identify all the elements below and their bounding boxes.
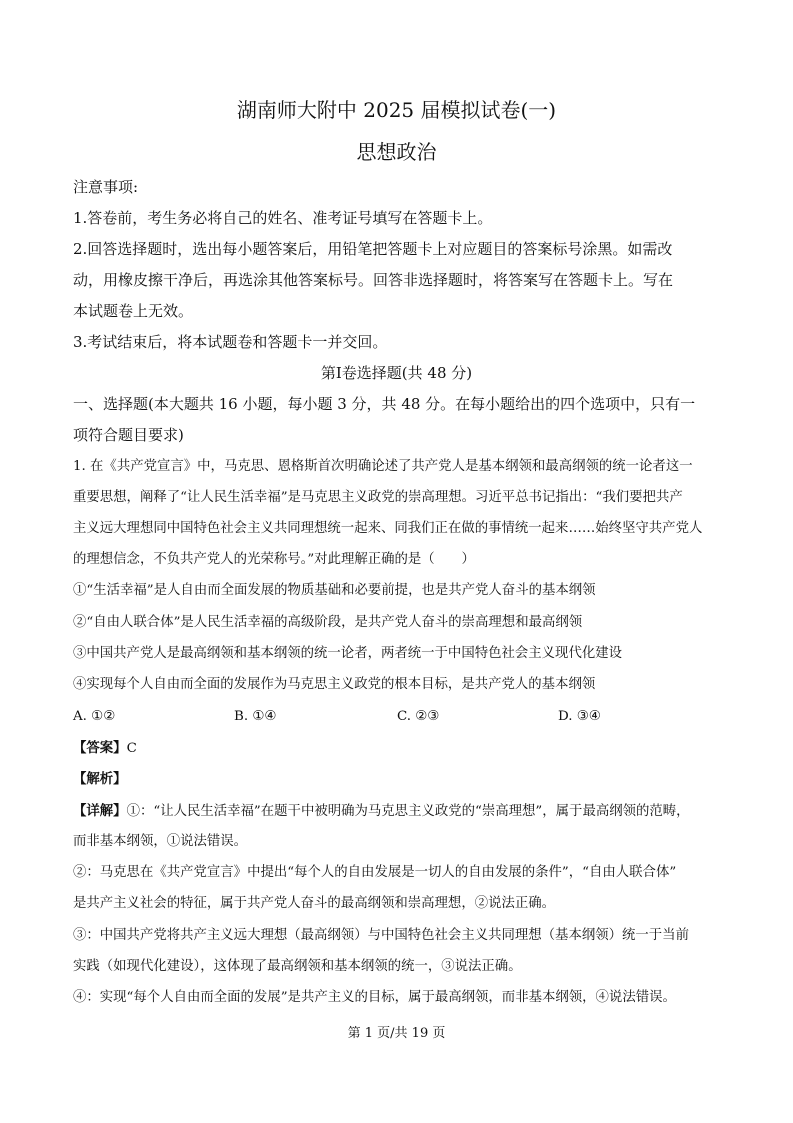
- notice-line-5: 3.考试结束后，将本试题卷和答题卡一并交回。: [73, 333, 388, 351]
- detail-line-3: ②：马克思在《共产党宣言》中提出“每个人的自由发展是一切人的自由发展的条件”，“自由人联合体”: [73, 865, 677, 880]
- part1-heading: 第Ⅰ卷选择题(共 48 分): [320, 364, 473, 382]
- analysis-label: 【解析】: [73, 771, 127, 787]
- notice-line-2: 2.回答选择题时，选出每小题答案后，用铅笔把答题卡上对应题目的答案标号涂黑。如需改: [73, 240, 673, 258]
- detail-line-7: ④：实现“每个人自由而全面的发展”是共产主义的目标，属于最高纲领，而非基本纲领，④说法错误。: [73, 990, 676, 1005]
- notice-heading: 注意事项:: [73, 178, 139, 196]
- notice-line-3: 动，用橡皮擦干净后，再选涂其他答案标号。回答非选择题时，将答案写在答题卡上。写在: [73, 271, 674, 289]
- notice-line-1: 1.答卷前，考生务必将自己的姓名、准考证号填写在答题卡上。: [73, 209, 493, 227]
- detail-line-5: ③：中国共产党将共产主义远大理想（最高纲领）与中国特色社会主义共同理想（基本纲领）统一于当前: [73, 928, 689, 943]
- detail-line-4: 是共产主义社会的特征，属于共产党人奋斗的最高纲领和崇高理想，②说法正确。: [73, 896, 556, 911]
- detail-text-1: ①：“让人民生活幸福”在题干中被明确为马克思主义政党的“崇高理想”，属于最高纲领的范畴，: [126, 804, 690, 819]
- question-stem-line-1: 1. 在《共产党宣言》中，马克思、恩格斯首次明确论述了共产党人是基本纲领和最高纲领的统一论者这一: [73, 459, 693, 474]
- detail-line-2: 而非基本纲领，①说法错误。: [73, 834, 248, 849]
- option-b: B. ①④: [234, 709, 277, 724]
- question-stem-line-2: 重要思想，阐释了“让人民生活幸福”是马克思主义政党的崇高理想。习近平总书记指出：“我们要把共产: [73, 490, 683, 505]
- statement-4: ④实现每个人自由而全面的发展作为马克思主义政党的根本目标，是共产党人的基本纲领: [73, 677, 596, 692]
- option-d: D. ③④: [558, 709, 601, 724]
- page-number: 第 1 页/共 19 页: [347, 1026, 446, 1041]
- detail-line-6: 实践（如现代化建设），这体现了最高纲领和基本纲领的统一，③说法正确。: [73, 959, 522, 974]
- notice-line-4: 本试题卷上无效。: [73, 302, 194, 320]
- analysis-line: [73, 769, 725, 790]
- statement-2: ②“自由人联合体”是人民生活幸福的高级阶段，是共产党人奋斗的崇高理想和最高纲领: [73, 615, 583, 630]
- statement-1: ①“生活幸福”是人自由而全面发展的物质基础和必要前提，也是共产党人奋斗的基本纲领: [73, 583, 596, 598]
- answer-label: 【答案】: [73, 740, 127, 756]
- option-c: C. ②③: [397, 709, 440, 724]
- question-stem-line-4: 的理想信念，不负共产党人的光荣称号。”对此理解正确的是（ ）: [73, 552, 475, 567]
- answer-value: C: [126, 741, 137, 756]
- answer-line: [73, 738, 725, 759]
- section-intro-line-2: 项符合题目要求): [73, 426, 184, 444]
- option-a: A. ①②: [73, 709, 116, 724]
- subject-title: 思想政治: [356, 140, 437, 164]
- exam-title: 湖南师大附中 2025 届模拟试卷(一): [236, 98, 557, 122]
- detail-line-1: [73, 801, 725, 822]
- question-stem-line-3: 主义远大理想同中国特色社会主义共同理想统一起来、同我们正在做的事情统一起来……始终坚守共产党人: [73, 521, 703, 536]
- section-intro-line-1: 一、选择题(本大题共 16 小题，每小题 3 分，共 48 分。在每小题给出的四个选项中，只有一: [73, 395, 696, 413]
- statement-3: ③中国共产党人是最高纲领和基本纲领的统一论者，两者统一于中国特色社会主义现代化建设: [73, 646, 623, 661]
- detail-label: 【详解】: [73, 803, 127, 819]
